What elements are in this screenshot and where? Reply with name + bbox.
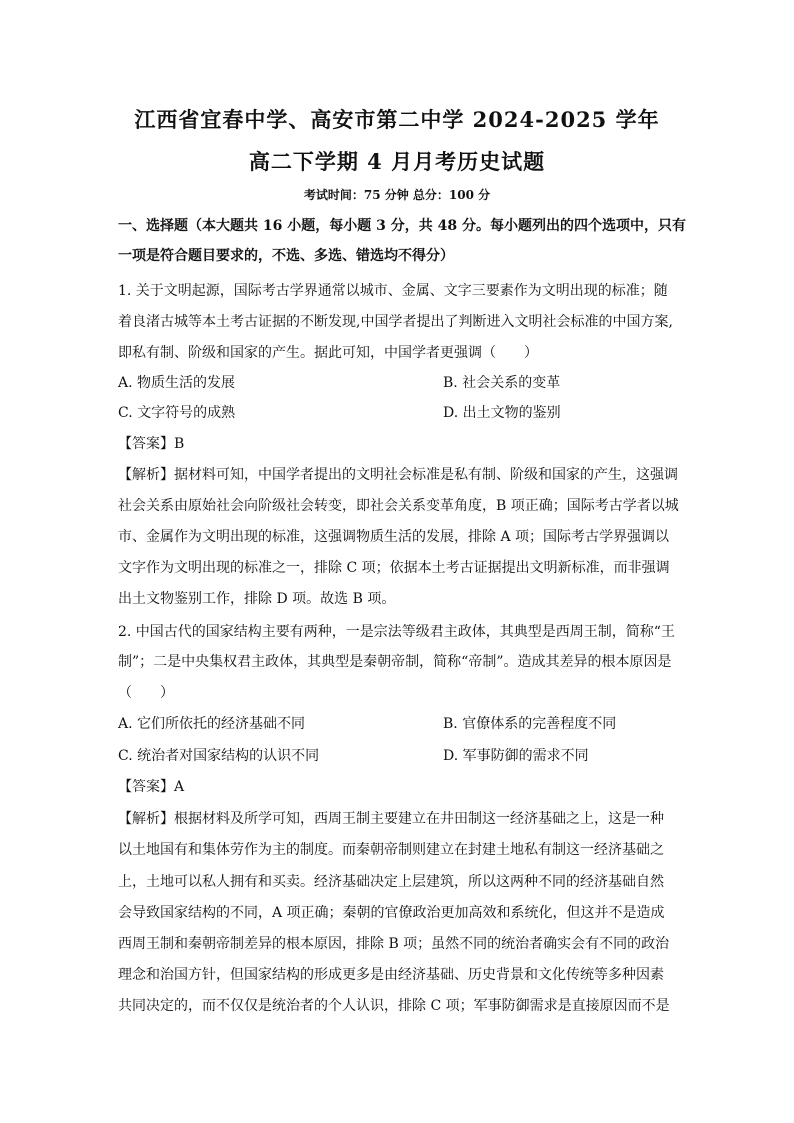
section-heading-line1: 一、选择题（本大题共 16 小题，每小题 3 分，共 48 分。每小题列出的四个选项中，只有: [118, 218, 686, 234]
q1-analysis-line1: 【解析】据材料可知，中国学者提出的文明社会标准是私有制、阶级和国家的产生，这强调: [118, 467, 678, 483]
q1-option-a: A. 物质生活的发展: [118, 375, 236, 391]
q1-analysis-line2: 社会关系由原始社会向阶级社会转变，即社会关系变革角度，B 项正确；国际考古学者以城: [118, 498, 679, 514]
q2-option-c: C. 统治者对国家结构的认识不同: [118, 748, 320, 764]
q2-stem-line1: 2. 中国古代的国家结构主要有两种，一是宗法等级君主政体，其典型是西周王制，简称“王: [118, 624, 675, 640]
q1-option-c: C. 文字符号的成熟: [118, 405, 236, 421]
q2-option-d: D. 军事防御的需求不同: [443, 748, 589, 764]
q2-analysis-line1: 【解析】根据材料及所学可知，西周王制主要建立在井田制这一经济基础之上，这是一种: [118, 811, 664, 827]
q2-option-b: B. 官僚体系的完善程度不同: [443, 716, 617, 732]
q1-analysis-line5: 出土文物鉴别工作，排除 D 项。故选 B 项。: [118, 591, 396, 607]
q2-analysis-line6: 理念和治国方针，但国家结构的形成更多是由经济基础、历史背景和文化传统等多种因素: [118, 967, 664, 983]
section-heading-line2: 一项是符合题目要求的，不选、多选、错选均不得分）: [118, 248, 454, 264]
q2-analysis-line4: 会导致国家结构的不同，A 项正确；秦朝的官僚政治更加高效和系统化，但这并不是造成: [118, 905, 665, 921]
q2-analysis-line2: 以土地国有和集体劳作为主的制度。而秦朝帝制则建立在封建土地私有制这一经济基础之: [118, 842, 664, 858]
q2-answer: 【答案】A: [118, 779, 185, 795]
q1-answer: 【答案】B: [118, 436, 185, 452]
exam-meta: 考试时间：75 分钟 总分：100 分: [303, 188, 491, 202]
q1-option-b: B. 社会关系的变革: [443, 375, 561, 391]
q1-option-d: D. 出土文物的鉴别: [443, 405, 561, 421]
exam-title-line2: 高二下学期 4 月月考历史试题: [248, 149, 546, 174]
q2-analysis-line3: 上，土地可以私人拥有和买卖。经济基础决定上层建筑，所以这两种不同的经济基础自然: [118, 874, 664, 890]
q1-stem-line1: 1. 关于文明起源，国际考古学界通常以城市、金属、文字三要素作为文明出现的标准；随: [118, 283, 668, 299]
q1-stem-line3: 即私有制、阶级和国家的产生。据此可知，中国学者更强调（ ）: [118, 345, 538, 361]
q2-stem-line2: 制”；二是中央集权君主政体，其典型是秦朝帝制，简称“帝制”。造成其差异的根本原因是: [118, 654, 672, 670]
q2-option-a: A. 它们所依托的经济基础不同: [118, 716, 306, 732]
exam-title-line1: 江西省宜春中学、高安市第二中学 2024-2025 学年: [134, 107, 660, 132]
q1-analysis-line4: 文字作为文明出现的标准之一，排除 C 项；依据本土考古证据提出文明新标准，而非强调: [118, 560, 670, 576]
q1-analysis-line3: 市、金属作为文明出现的标准，这强调物质生活的发展，排除 A 项；国际考古学界强调以: [118, 529, 670, 545]
q2-analysis-line5: 西周王制和秦朝帝制差异的根本原因，排除 B 项；虽然不同的统治者确实会有不同的政治: [118, 936, 670, 952]
q2-analysis-line7: 共同决定的，而不仅仅是统治者的个人认识，排除 C 项；军事防御需求是直接原因而不是: [118, 998, 670, 1014]
q1-stem-line2: 着良渚古城等本土考古证据的不断发现,中国学者提出了判断进入文明社会标准的中国方案,: [118, 314, 673, 330]
q2-stem-line3: （ ）: [118, 685, 174, 701]
